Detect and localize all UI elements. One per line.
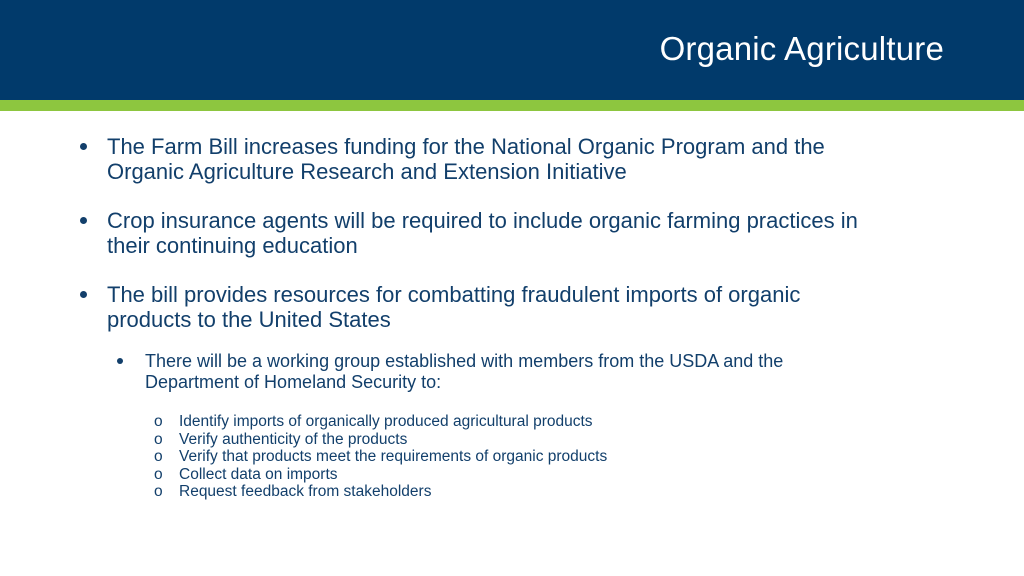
bullet-dot-icon xyxy=(80,217,87,224)
bullet-text: The bill provides resources for combatting fraudulent imports of organic products to the United States xyxy=(107,282,801,332)
bullet-text: The Farm Bill increases funding for the National Organic Program and the Organic Agriculture Research and Extension Initiative xyxy=(107,134,825,184)
sub-bullet-dot-icon xyxy=(117,358,123,364)
sub-list-item: o Verify authenticity of the products xyxy=(154,430,408,448)
bullet-dot-icon xyxy=(80,143,87,150)
circle-marker-icon: o xyxy=(154,430,163,448)
circle-marker-icon: o xyxy=(154,483,163,500)
circle-marker-icon: o xyxy=(154,465,163,483)
bullet-item-3 xyxy=(80,282,920,332)
circle-marker-icon: o xyxy=(154,413,163,430)
bullet-text: Crop insurance agents will be required to include organic farming practices in their continuing education xyxy=(107,208,858,258)
sub-list xyxy=(154,413,854,501)
circle-marker-icon: o xyxy=(154,448,163,465)
sub-list-item: o Request feedback from stakeholders xyxy=(154,483,432,500)
bullet-item-1 xyxy=(80,134,920,184)
sub-list-item: o Verify that products meet the requirements of organic products xyxy=(154,448,608,465)
slide-title: Organic Agriculture xyxy=(659,30,944,67)
bullet-item-2 xyxy=(80,208,920,258)
header-accent-stripe xyxy=(0,100,1024,111)
sub-list-item: o Collect data on imports xyxy=(154,465,338,483)
sub-list-item: o Identify imports of organically produced agricultural products xyxy=(154,413,593,430)
sub-bullet-text: There will be a working group established with members from the USDA and the Department of Homeland Security to: xyxy=(145,351,784,392)
sub-bullet-item xyxy=(117,351,917,393)
bullet-dot-icon xyxy=(80,291,87,298)
